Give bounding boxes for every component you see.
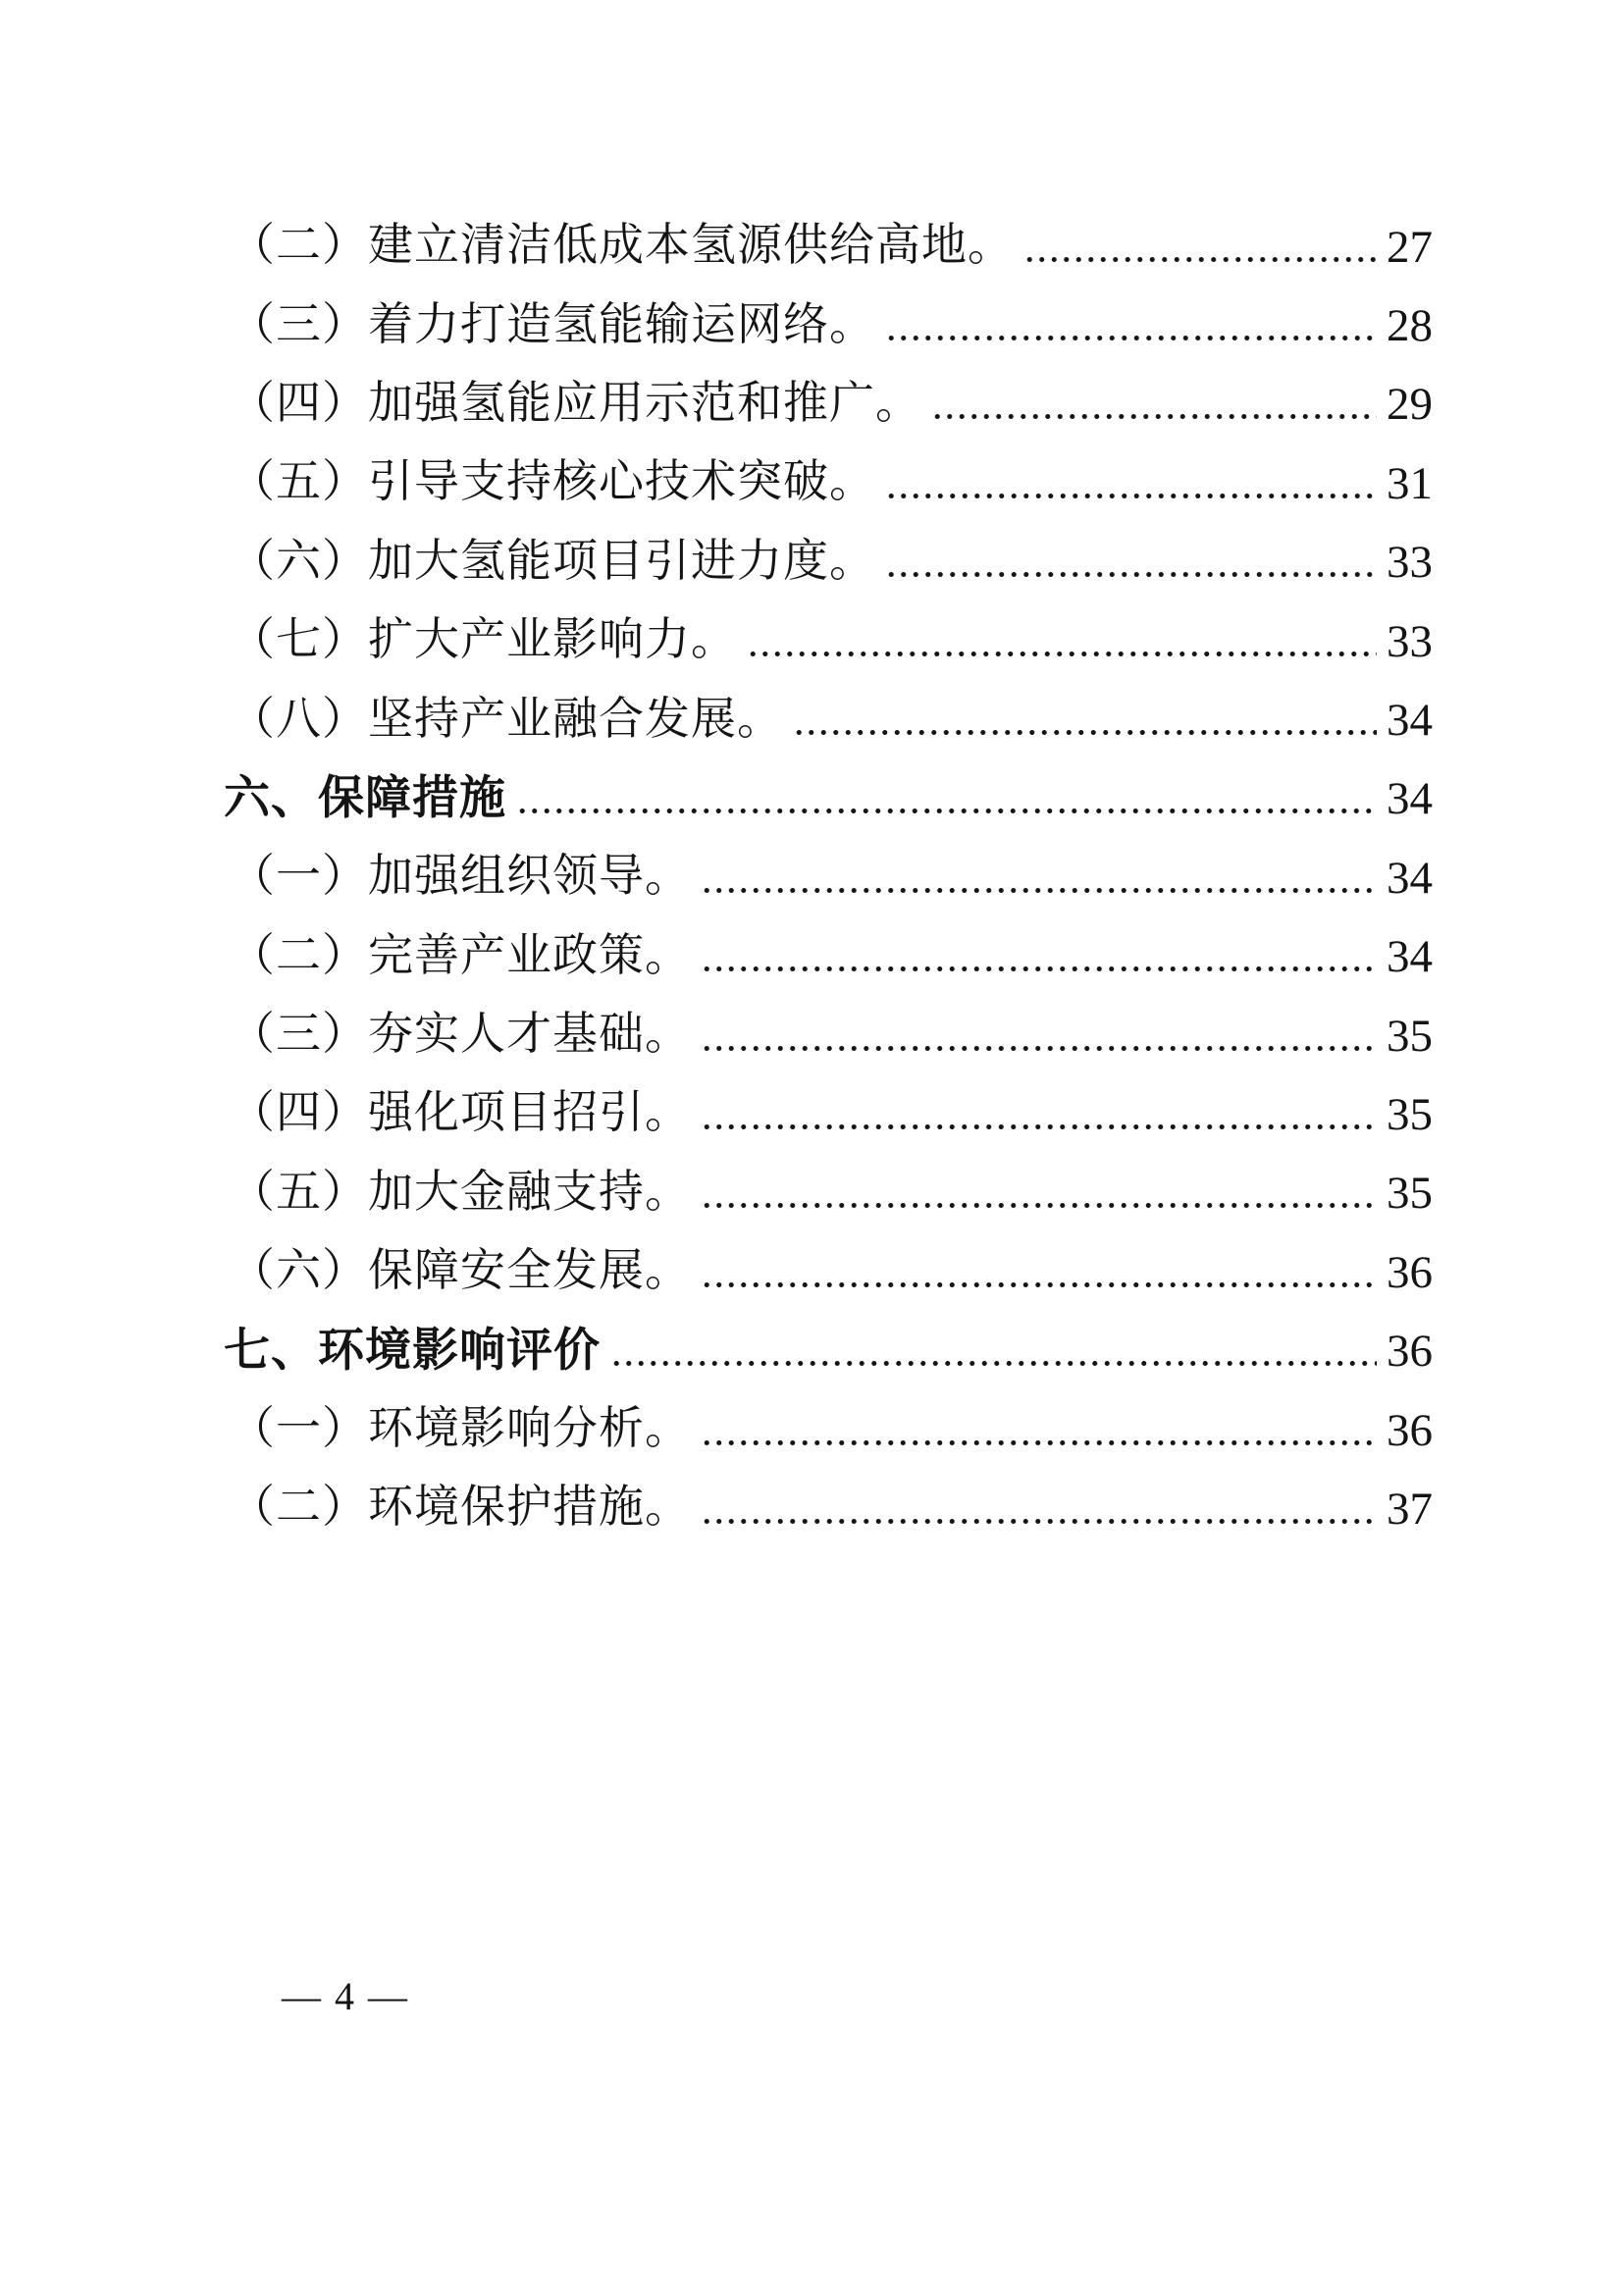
toc-entry <box>224 364 1433 443</box>
toc-entry <box>224 679 1433 757</box>
page-footer <box>282 1974 409 2018</box>
toc-entry-label: 六、保障措施 <box>224 771 506 824</box>
toc-entry <box>224 1073 1433 1152</box>
dot-leader <box>701 1280 1377 1289</box>
toc-entry <box>224 1389 1433 1468</box>
dot-leader <box>701 1044 1377 1053</box>
toc-entry-page-number: 37 <box>1387 1483 1433 1535</box>
toc-entry <box>224 522 1433 600</box>
toc-entry <box>224 285 1433 363</box>
toc-entry-page-number: 36 <box>1387 1246 1433 1298</box>
toc-entry-page-number: 29 <box>1387 379 1433 431</box>
toc-entry <box>224 995 1433 1073</box>
toc-entry-label: （四）加强氢能应用示范和推广。 <box>230 377 921 428</box>
toc-entry-label: （五）引导支持核心技术突破。 <box>230 456 875 507</box>
toc-entry <box>224 1231 1433 1310</box>
dot-leader <box>701 1517 1377 1526</box>
toc-entry <box>224 916 1433 995</box>
dot-leader <box>793 728 1377 737</box>
toc-entry-label: （二）建立清洁低成本氢源供给高地。 <box>230 220 1014 271</box>
toc-entry-page-number: 34 <box>1387 931 1433 983</box>
toc-list <box>224 206 1433 1547</box>
toc-entry <box>224 837 1433 915</box>
toc-entry <box>224 1468 1433 1546</box>
dot-leader <box>516 807 1377 815</box>
dot-leader <box>931 412 1377 421</box>
toc-entry-page-number: 34 <box>1387 852 1433 904</box>
toc-entry-label: （四）强化项目招引。 <box>230 1087 691 1138</box>
toc-entry <box>224 1310 1433 1388</box>
toc-entry-label: （三）着力打造氢能输运网络。 <box>230 298 875 349</box>
dot-leader <box>701 1438 1377 1447</box>
footer-page-number: — 4 — <box>282 1974 409 2018</box>
toc-entry-label: （七）扩大产业影响力。 <box>230 614 737 665</box>
toc-entry-label: （二）完善产业政策。 <box>230 929 691 980</box>
toc-entry-label: （六）加大氢能项目引进力度。 <box>230 535 875 586</box>
dot-leader <box>747 650 1377 658</box>
dot-leader <box>610 1359 1377 1368</box>
dot-leader <box>701 886 1377 895</box>
dot-leader <box>1023 255 1377 264</box>
toc-entry <box>224 1153 1433 1231</box>
toc-entry-label: （八）坚持产业融合发展。 <box>230 693 783 744</box>
toc-entry-page-number: 28 <box>1387 300 1433 352</box>
toc-entry-page-number: 34 <box>1387 695 1433 747</box>
dot-leader <box>701 1122 1377 1131</box>
toc-entry-label: （一）加强组织领导。 <box>230 851 691 902</box>
dot-leader <box>885 570 1377 579</box>
toc-entry-page-number: 33 <box>1387 615 1433 667</box>
toc-entry <box>224 206 1433 285</box>
toc-entry-page-number: 36 <box>1387 1404 1433 1456</box>
toc-entry-page-number: 34 <box>1387 773 1433 825</box>
toc-entry-label: （二）环境保护措施。 <box>230 1482 691 1533</box>
toc-entry-page-number: 35 <box>1387 1088 1433 1140</box>
toc-entry-label: （六）保障安全发展。 <box>230 1245 691 1296</box>
dot-leader <box>701 965 1377 973</box>
toc-entry-page-number: 36 <box>1387 1326 1433 1378</box>
toc-entry <box>224 443 1433 521</box>
toc-entry <box>224 600 1433 679</box>
toc-entry-label: （三）夯实人才基础。 <box>230 1009 691 1060</box>
toc-entry-page-number: 31 <box>1387 457 1433 509</box>
toc-entry-label: 七、环境影响评价 <box>224 1324 601 1377</box>
toc-entry-page-number: 35 <box>1387 1010 1433 1062</box>
dot-leader <box>701 1201 1377 1210</box>
toc-entry <box>224 758 1433 837</box>
dot-leader <box>885 492 1377 500</box>
toc-entry-label: （五）加大金融支持。 <box>230 1166 691 1217</box>
toc-entry-page-number: 35 <box>1387 1168 1433 1220</box>
dot-leader <box>885 334 1377 342</box>
toc-entry-page-number: 27 <box>1387 221 1433 273</box>
toc-entry-label: （一）环境影响分析。 <box>230 1403 691 1454</box>
toc-entry-page-number: 33 <box>1387 537 1433 589</box>
